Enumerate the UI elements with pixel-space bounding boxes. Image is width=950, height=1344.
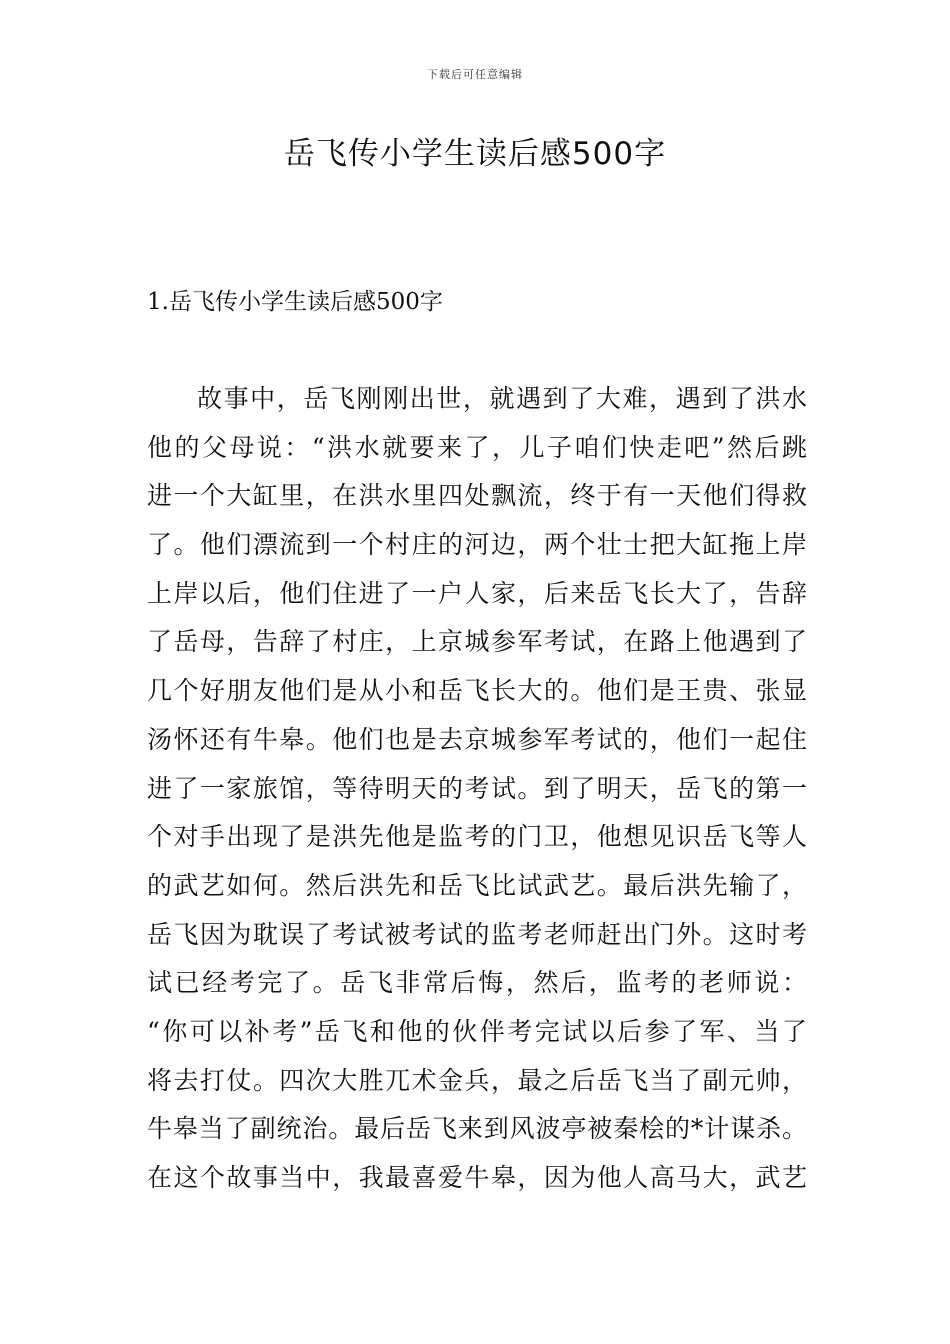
text-line: 故事中，岳飞刚刚出世，就遇到了大难，遇到了洪水 [197, 384, 807, 413]
text-line: 进一个大缸里，在洪水里四处飘流，终于有一天他们得救 [147, 481, 807, 511]
text-line: “你可以补考”岳飞和他的伙伴考完试以后参了军、当了 [147, 1016, 807, 1046]
text-line: 的武艺如何。然后洪先和岳飞比试武艺。最后洪先输了， [147, 870, 807, 900]
text-line: 在这个故事当中，我最喜爱牛皋，因为他人高马大，武艺 [147, 1163, 807, 1192]
document-title: 岳飞传小学生读后感500字 [283, 136, 667, 172]
body-paragraph [147, 375, 807, 1203]
text-line: 了。他们漂流到一个村庄的河边，两个壮士把大缸拖上岸 [147, 530, 807, 560]
section-heading: 1.岳飞传小学生读后感500字 [147, 289, 443, 315]
text-line: 了岳母，告辞了村庄，上京城参军考试，在路上他遇到了 [147, 627, 807, 657]
text-line: 将去打仗。四次大胜兀术金兵，最之后岳飞当了副元帅， [147, 1065, 807, 1095]
text-line: 上岸以后，他们住进了一户人家，后来岳飞长大了，告辞 [147, 578, 807, 608]
text-line: 牛皋当了副统治。最后岳飞来到风波亭被秦桧的*计谋杀。 [147, 1114, 807, 1144]
header-note: 下载后可任意编辑 [427, 68, 523, 81]
text-line: 他的父母说：“洪水就要来了，儿子咱们快走吧”然后跳 [147, 432, 807, 462]
text-line: 试已经考完了。岳飞非常后悔，然后，监考的老师说： [147, 968, 807, 998]
text-line: 个对手出现了是洪先他是监考的门卫，他想见识岳飞等人 [147, 822, 807, 852]
text-line: 汤怀还有牛皋。他们也是去京城参军考试的，他们一起住 [147, 724, 807, 754]
text-line: 几个好朋友他们是从小和岳飞长大的。他们是王贵、张显 [147, 676, 807, 706]
text-line: 岳飞因为耽误了考试被考试的监考老师赶出门外。这时考 [147, 919, 807, 949]
text-line: 进了一家旅馆，等待明天的考试。到了明天，岳飞的第一 [147, 773, 807, 803]
